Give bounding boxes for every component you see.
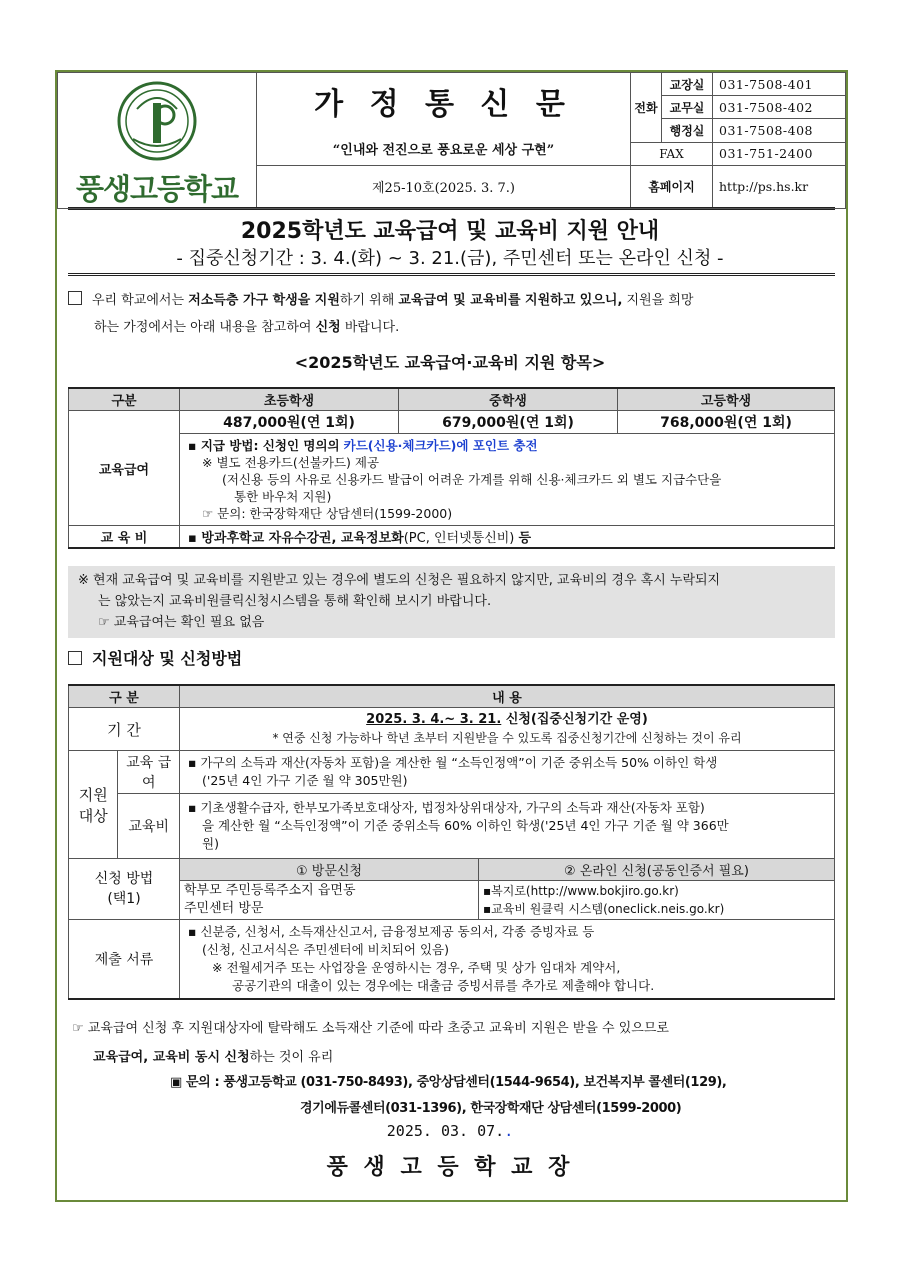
edu-cost-mid: (PC, 인터넷통신비) (403, 531, 515, 546)
payment-method-label: ▪ 지급 방법: 신청인 명의의 (188, 438, 340, 453)
benefit-target-text-2: ('25년 4인 가구 기준 월 약 305만원) (202, 773, 408, 788)
edu-cost-label: 교 육 비 (69, 526, 180, 549)
benefit-target-cell (180, 751, 835, 794)
school-emblem-icon (107, 79, 207, 163)
contact-value-academic: 031-7508-402 (713, 96, 846, 119)
footer-contact-1: ▣ 문의 : 풍생고등학교 (031-750-8493), 중앙상담센터(1544-9654), 보건복지부 콜센터(129), (170, 1075, 727, 1090)
cost-target-text: ▪ 기초생활수급자, 한부모가족보호대상자, 법정차상위대상자, 가구의 소득과 재산(자동차 포함) (188, 800, 705, 815)
card-detail-1: (저신용 등의 사유로 신용카드 발급이 어려운 가계를 위해 신용·체크카드 외 별도 지급수단을 (222, 472, 722, 487)
title-rule-bottom (68, 273, 835, 276)
issue-number: 제25-10호(2025. 3. 7.) (257, 165, 631, 208)
section2-title-text: 지원대상 및 신청방법 (92, 649, 243, 668)
section2-title (68, 646, 242, 669)
edu-cost-prefix: ▪ 방과후학교 자유수강권, 교육정보화 (188, 531, 404, 546)
period-note: * 연중 신청 가능하나 학년 초부터 지원받을 수 있도록 집중신청기간에 신청하는 것이 유리 (272, 731, 742, 745)
docs-line-3: ※ 전월세거주 또는 사업장을 운영하시는 경우, 주택 및 상가 임대차 계약서, (212, 960, 621, 975)
period-cell (180, 708, 835, 751)
footer-tip-2 (93, 1046, 333, 1065)
homepage-label: 홈페이지 (631, 165, 713, 208)
apply-header-right: 내 용 (180, 685, 835, 708)
principal-signature: 풍 생 고 등 학 교 장 (326, 1154, 574, 1180)
period-dates: 2025. 3. 4.~ 3. 21. (366, 712, 502, 727)
docs-label: 제출 서류 (69, 920, 180, 1000)
online-header: ② 온라인 신청(공동인증서 필요) (479, 859, 835, 881)
title-cell (257, 73, 631, 166)
method-label-cell (69, 859, 180, 920)
intro-text-3: 지원을 희망 (626, 293, 694, 308)
contact-label-academic: 교무실 (662, 96, 713, 119)
support-header-middle: 중학생 (399, 388, 618, 411)
homepage-link[interactable]: http://ps.hs.kr (713, 165, 846, 208)
oneclick-link[interactable]: ▪교육비 원클릭 시스템(oneclick.neis.go.kr) (483, 902, 725, 916)
visit-line-2: 주민센터 방문 (184, 901, 264, 916)
intro-bold-2: 교육급여 및 교육비를 지원하고 있으니, (398, 293, 623, 308)
footer-date-dot: . (504, 1122, 514, 1140)
docs-cell (180, 920, 835, 1000)
newsletter-title: 가 정 통 신 문 (314, 87, 573, 123)
period-main: 신청(집중신청기간 운영) (505, 712, 648, 727)
amount-high: 768,000원(연 1회) (618, 411, 835, 434)
intro-text-5: 바랍니다. (344, 320, 400, 335)
checkbox-icon (68, 291, 82, 305)
footer-contact-2: 경기에듀콜센터(031-1396), 한국장학재단 상담센터(1599-2000) (300, 1101, 682, 1116)
cost-target-cell (180, 794, 835, 859)
card-note: ※ 별도 전용카드(선불카드) 제공 (202, 455, 380, 470)
newsletter-header (57, 72, 846, 209)
cost-target-label: 교육비 (118, 794, 180, 859)
bokjiro-link[interactable]: ▪복지로(http://www.bokjiro.go.kr) (483, 884, 679, 898)
footer-tip-rest: 하는 것이 유리 (249, 1050, 334, 1065)
period-label: 기 간 (69, 708, 180, 751)
edu-benefit-label: 교육급여 (69, 411, 180, 526)
intro-text-4: 하는 가정에서는 아래 내용을 참고하여 (94, 320, 312, 335)
notice-line-1: ※ 현재 교육급여 및 교육비를 지원받고 있는 경우에 별도의 신청은 필요하지 않지만, 교육비의 경우 혹시 누락되지 (78, 573, 721, 588)
docs-line-4: 공공기관의 대출이 있는 경우에는 대출금 증빙서류를 추가로 제출해야 합니다. (232, 978, 655, 993)
support-header-high: 고등학생 (618, 388, 835, 411)
phone-label: 전화 (631, 73, 662, 143)
method-sub: (택1) (107, 891, 141, 907)
notice-line-2: 는 않았는지 교육비원클릭신청시스템을 통해 확인해 보시기 바랍니다. (98, 594, 492, 609)
edu-cost-suffix: 등 (518, 531, 532, 546)
notice-box (68, 566, 835, 638)
footer-date (0, 1122, 900, 1140)
amount-middle: 679,000원(연 1회) (399, 411, 618, 434)
scholarship-inquiry: ☞ 문의: 한국장학재단 상담센터(1599-2000) (202, 506, 453, 521)
amount-elementary: 487,000원(연 1회) (180, 411, 399, 434)
visit-header: ① 방문신청 (180, 859, 479, 881)
intro-text-2: 하기 위해 (339, 293, 395, 308)
card-detail-2: 통한 바우처 지원) (234, 489, 332, 504)
contact-value-admin: 031-7508-408 (713, 119, 846, 142)
checkbox-icon (68, 651, 82, 665)
payment-method-highlight: 카드(신용·체크카드)에 포인트 충전 (343, 438, 538, 453)
footer-tip-bold: 교육급여, 교육비 동시 신청 (93, 1050, 250, 1065)
school-name: 풍생고등학교 (75, 172, 239, 206)
docs-line-1: ▪ 신분증, 신청서, 소득재산신고서, 금융정보제공 동의서, 각종 증빙자료 등 (188, 924, 595, 939)
contact-label-principal: 교장실 (662, 73, 713, 96)
main-title: 2025학년도 교육급여 및 교육비 지원 안내 (240, 219, 660, 244)
target-label: 지원 대상 (69, 751, 118, 859)
contact-label-admin: 행정실 (662, 119, 713, 142)
cost-target-text-3: 원) (202, 836, 219, 851)
notice-line-3: ☞ 교육급여는 확인 필요 없음 (98, 615, 265, 630)
footer-date-text: 2025. 03. 07. (386, 1122, 505, 1140)
support-items-title: <2025학년도 교육급여·교육비 지원 항목> (294, 353, 606, 372)
method-label: 신청 방법 (94, 871, 154, 887)
benefit-target-label: 교육 급여 (118, 751, 180, 794)
sub-title: - 집중신청기간 : 3. 4.(화) ~ 3. 21.(금), 주민센터 또는 온라인 신청 - (176, 248, 724, 269)
intro-text-1: 우리 학교에서는 (92, 293, 185, 308)
visit-line-1: 학부모 주민등록주소지 읍면동 (184, 883, 356, 898)
intro-bold-3: 신청 (315, 320, 341, 335)
fax-value: 031-751-2400 (713, 142, 846, 165)
support-header-elementary: 초등학생 (180, 388, 399, 411)
intro-bold-1: 저소득층 가구 학생을 지원 (188, 293, 340, 308)
footer-tip-1: ☞ 교육급여 신청 후 지원대상자에 탈락해도 소득재산 기준에 따라 초중고 교육비 지원은 받을 수 있으므로 (72, 1021, 669, 1036)
payment-method-cell (180, 434, 835, 526)
school-logo-cell (58, 73, 257, 209)
intro-paragraph (68, 287, 838, 341)
contact-value-principal: 031-7508-401 (713, 73, 846, 96)
apply-header-left: 구 분 (69, 685, 180, 708)
apply-table (68, 684, 835, 1000)
support-header-category: 구분 (69, 388, 180, 411)
support-table (68, 387, 835, 549)
online-cell (479, 881, 835, 920)
title-rule-top (68, 207, 835, 210)
slogan: “인내와 전진으로 풍요로운 세상 구현” (332, 143, 555, 159)
visit-cell (180, 881, 479, 920)
cost-target-text-2: 을 계산한 월 “소득인정액”이 기준 중위소득 60% 이하인 학생('25년 4인 가구 기준 월 약 366만 (202, 818, 729, 833)
fax-label: FAX (631, 142, 713, 165)
docs-line-2: (신청, 신고서식은 주민센터에 비치되어 있음) (202, 942, 449, 957)
benefit-target-text: ▪ 가구의 소득과 재산(자동차 포함)을 계산한 월 “소득인정액”이 기준 중위소득 50% 이하인 학생 (188, 755, 718, 770)
edu-cost-cell (180, 526, 835, 549)
